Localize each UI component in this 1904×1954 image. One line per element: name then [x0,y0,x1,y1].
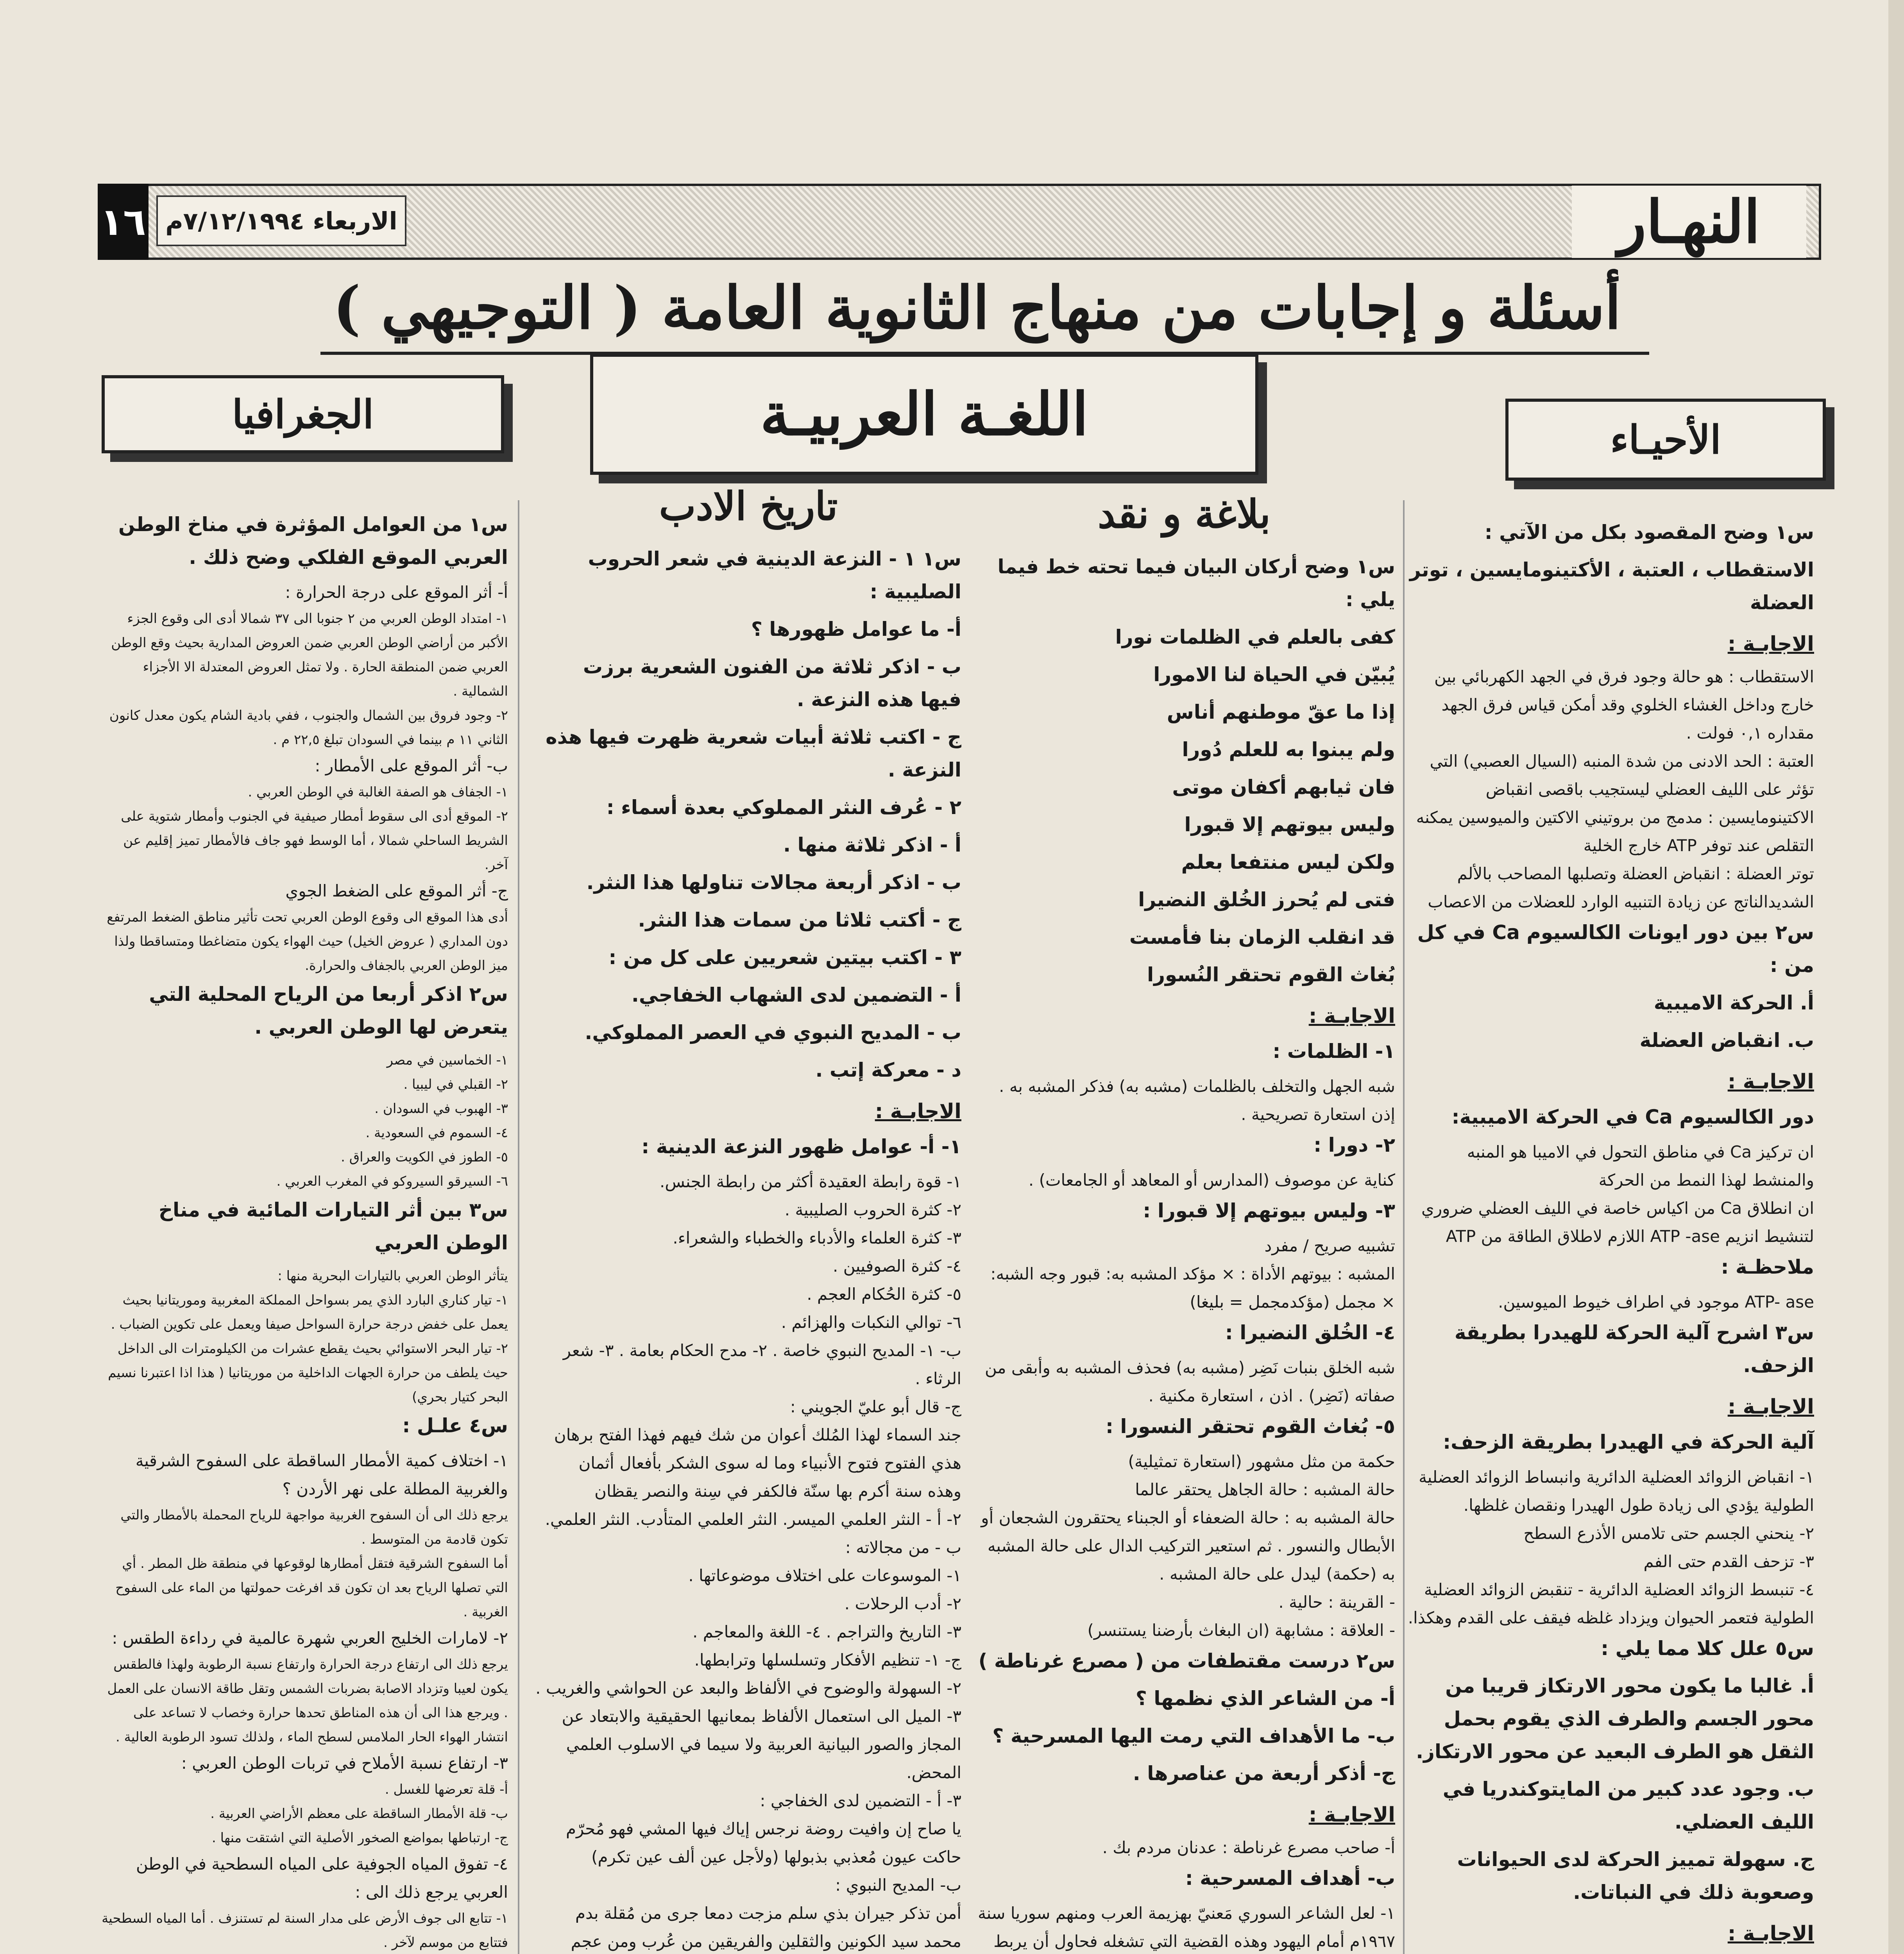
answer-detail: ٢- وجود فروق بين الشمال والجنوب ، ففي بادية الشام يكون معدل كانون الثاني ١١ م بينما في السودان تبلغ ٢٢,٥ م . [109,708,508,748]
question-text: ب- أهداف المسرحية : [1185,1867,1395,1890]
arabic-section-header: اللغـة العربيـة [590,354,1258,475]
balagha-column [973,488,1395,1954]
answer-text: ٣- ارتفاع نسبة الأملاح في تربات الوطن العربي : [181,1754,508,1773]
answer-detail: ٣- الهبوب في السودان . [374,1101,508,1117]
answer-text: ٥- كثرة الحُكام العجم . [807,1285,961,1304]
answer-text: ١- اختلاف كمية الأمطار الساقطة على السفوح الشرقية والغربية المطلة على نهر الأردن ؟ [135,1451,508,1498]
answer-detail: أ- قلة تعرضها للغسل . [385,1782,508,1797]
answer-text: حكمة من مثل مشهور (استعارة تمثيلية) [1128,1452,1395,1471]
answer-text: ٢- ينحني الجسم حتى تلامس الأذرع السطح [1523,1524,1814,1543]
question-text: س٢ درست مقتطفات من ( مصرع غرناطة ) [978,1650,1395,1672]
question-text: أ - اذكر ثلاثة منها . [783,834,961,856]
question-text: ملاحظـة : [1721,1256,1814,1278]
question-text: ب - اذكر ثلاثة من الفنون الشعرية برزت فيها هذه النزعة . [583,655,961,711]
question-text: س٤ علـل : [402,1414,508,1437]
page-number: ١٦ [98,184,149,260]
question-text: أ. الحركة الاميبية [1653,991,1814,1014]
column-divider [518,500,519,1954]
page-edge [1888,0,1904,1954]
question-text: ب- ما الأهداف التي رمت اليها المسرحية ؟ [992,1725,1395,1747]
answer-text: جند السماء لهذا المُلك أعوان من شك فيهم فهذا الفتح برهان [554,1425,961,1444]
adab-column [535,481,961,1954]
question-text: ب - اذكر أربعة مجالات تناولها هذا النثر. [586,871,961,894]
answer-text: كناية عن موصوف (المدارس أو المعاهد أو الجامعات) . [1028,1170,1395,1190]
answer-text: محمد سيد الكونين والثقلين والفريقين من عُرب ومن عجم [571,1932,961,1951]
answer-text: حالة المشبه به : حالة الضعفاء أو الجبناء يحتقرون الشجعان أو الأبطال والنسور . ثم استعير التركيب الدال على حالة المشبه به (حكمة) ليدل على حالة المشبه . [981,1508,1395,1584]
question-text: ٤- الخُلق النضيرا : [1225,1321,1395,1344]
answer-text: الاستقطاب : هو حالة وجود فرق في الجهد الكهربائي بين خارج وداخل الغشاء الخلوي وقد أمكن قياس فرق الجهد مقداره ٠,١ فولت . [1434,667,1814,743]
question-text: ب. وجود عدد كبير من المايتوكندريا في الليف العضلي. [1442,1778,1814,1833]
answer-text: شبه الخلق بنبات نَضِر (مشبه به) فحذف المشبه به وأبقى من صفاته (نَضِر) . اذن ، استعارة مكنية . [985,1358,1395,1405]
answer-text: هذي الفتوح فتوح الأنبياء وما له سوى الشكر بأفعال أثمان [578,1453,961,1473]
answer-text: يا صاح إن وافيت روضة نرجس إياك فيها المشي فهو مُحرّم [566,1819,961,1838]
answer-text: ٢- السهولة والوضوح في الألفاظ والبعد عن الحواشي والغريب . [535,1678,961,1698]
answer-text: ٤- تنبسط الزوائد العضلية الدائرية - تنقبض الزوائد العضلية الطولية فتعمر الحيوان ويزداد غلظه فيقف على القدم وهكذا. [1408,1580,1814,1627]
answer-text: ٣- أ - التضمين لدى الخفاجي : [760,1791,961,1810]
answer-detail: أدى هذا الموقع الى وقوع الوطن العربي تحت تأثير مناطق الضغط المرتفع دون المداري ( عروض الخيل) حيث الهواء يكون متضاغطا ومتساقطا ولذا ميز الوطن العربي بالجفاف والحرارة. [107,909,508,973]
question-text: ٢ - عُرف النثر المملوكي بعدة أسماء : [606,796,961,819]
question-text: س١ وضح أركان البيان فيما تحته خط فيما يلي : [997,555,1395,611]
answer-detail: ٤- السموم في السعودية . [365,1125,508,1141]
answer-text: ج- أثر الموقع على الضغط الجوي [285,881,508,900]
answer-detail: ١- الخماسين في مصر [387,1052,508,1068]
answer-heading: الاجابـة : [875,1100,961,1123]
answer-text: ١- الموسوعات على اختلاف موضوعاتها . [688,1566,961,1585]
question-text: ج. سهولة تمييز الحركة لدى الحيوانات وصعوبة ذلك في النباتات. [1457,1848,1814,1904]
answer-detail: ٢- تيار البحر الاستوائي بحيث يقطع عشرات من الكيلومترات الى الداخل حيث يلطف من حرارة الجهات الداخلية من موريتانيا ( هذا اذا اعتبرنا نسيم البحر كتيار بحري) [108,1341,508,1405]
adab-title: تاريخ الادب [659,483,838,529]
question-text: س١ وضح المقصود بكل من الآتي : [1484,521,1814,544]
answer-detail: ١- تيار كناري البارد الذي يمر بسواحل المملكة المغربية وموريتانيا بحيث يعمل على خفض درجة حرارة السواحل صيفا ويعمل على تكوين الضباب . [111,1292,508,1332]
answer-heading: الاجابـة : [1727,1395,1814,1419]
answer-text: ١- لعل الشاعر السوري مَعنيّ بهزيمة العرب ومنهم سوريا سنة ١٩٦٧م أمام اليهود وهذه القضية التي تشغله فحاول أن يربط [978,1904,1395,1951]
question-text: س١ من العوامل المؤثرة في مناخ الوطن العربي الموقع الفلكي وضح ذلك . [118,513,508,569]
answer-heading: الاجابـة : [1308,1803,1395,1827]
answer-text: ١- انقباض الزوائد العضلية الدائرية وانبساط الزوائد العضلية الطولية يؤدي الى زيادة طول الهيدرا ونقصان غلظها. [1419,1467,1814,1515]
answer-text: ٢- لامارات الخليج العربي شهرة عالمية في رداءة الطقس : [112,1628,508,1648]
question-text: ج - اكتب ثلاثة أبيات شعرية ظهرت فيها هذه النزعة . [546,726,961,781]
answer-text [1400,1952,1814,1954]
geography-section-header: الجغرافيا [102,375,504,453]
question-text: يُبيّن في الحياة لنا الامورا [1153,663,1395,686]
answer-detail: أما السفوح الشرقية فتقل أمطارها لوقوعها في منطقة ظل المطر . أي التي تصلها الرياح بعد ان تكون قد افرغت حمولتها من الماء على السفوح الغربية . [115,1556,508,1620]
answer-heading: الاجابـة : [1727,1922,1814,1945]
answer-text: ٢- أ - النثر العلمي الميسر. النثر العلمي المتأدب. النثر العلمي. [545,1510,961,1529]
answer-text: المشبه : بيوتهم الأداة : × مؤكد المشبه به: قبور وجه الشبه: × مجمل (مؤكدمجمل = بليغا) [990,1264,1395,1312]
answer-heading: الاجابـة : [1308,1004,1395,1028]
answer-text: وهذه سنة أكرم بها سنّة فالكفر في سِنة والنصر يقظان [594,1482,961,1501]
answer-detail: يتأثر الوطن العربي بالتيارات البحرية منها : [277,1268,508,1284]
answer-text: العتبة : الحد الادنى من شدة المنبه (السيال العصبي) التي تؤثر على الليف العضلي ليستجيب باقصى انقباض [1430,752,1814,799]
question-text: قد انقلب الزمان بنا فأمست [1129,926,1395,948]
answer-text: توتر العضلة : انقباض العضلة وتصلبها المصاحب بالألم الشديدالناتج عن زيادة التنبيه الوارد للعضلات من الاعصاب [1428,864,1814,911]
answer-text: أ- أثر الموقع على درجة الحرارة : [285,583,508,602]
answer-detail: ١- تتابع الى جوف الأرض على مدار السنة لم تستنزف . أما المياه السطحية فتتابع من موسم لآخر . [102,1911,508,1950]
question-text: س٢ اذكر أربعا من الرياح المحلية التي يتعرض لها الوطن العربي . [149,983,508,1038]
newspaper-logo: النهـار [1572,186,1806,258]
question-text: أ - التضمين لدى الشهاب الخفاجي. [631,984,961,1006]
question-text: آلية الحركة في الهيدرا بطريقة الزحف: [1443,1431,1814,1453]
question-text: فتى لم يُحرز الخُلق النضيرا [1138,888,1395,911]
biology-section-header: الأحيـاء [1505,399,1826,481]
question-text: ج- أذكر أربعة من عناصرها . [1133,1762,1395,1785]
question-text: ب - المديح النبوي في العصر المملوكي. [585,1021,961,1044]
answer-text: ١- قوة رابطة العقيدة أكثر من رابطة الجنس. [660,1172,961,1191]
answer-detail: ١- امتداد الوطن العربي من ٢ جنوبا الى ٣٧ شمالا أدى الى وقوع الجزء الأكبر من أراضي الوطن العربي ضمن العروض المدارية بحيث وقع الوطن العربي ضمن المنطقة الحارة . ولا تمثل العروض المعتدلة الا الأجزاء الشمالية . [111,611,508,699]
answer-text: ان تركيز Ca في مناطق التحول في الاميبا هو المنبه والمنشط لهذا النمط من الحركة [1467,1142,1814,1190]
question-text: س٣ اشرح آلية الحركة للهيدرا بطريقة الزحف. [1454,1321,1814,1377]
answer-detail: ٦- السيرقو السيروكو في المغرب العربي . [276,1174,508,1189]
answer-text: ب - من مجالاته : [845,1538,961,1557]
answer-text: ج- ١- تنظيم الأفكار وتسلسلها وترابطها. [694,1650,961,1669]
answer-detail: ب- قلة الأمطار الساقطة على معظم الأراضي العربية . [210,1806,508,1822]
answer-text: أمن تذكر جيران بذي سلم مزجت دمعا جرى من مُقلة بدم [575,1904,961,1923]
answer-text: - القرينة : حالية . [1278,1593,1395,1612]
answer-detail: ١- الجفاف هو الصفة الغالبة في الوطن العربي . [248,784,508,800]
answer-text: ج- قال أبو عليّ الجويني : [790,1397,961,1416]
answer-text: تشبيه صريح / مفرد [1264,1236,1395,1255]
answer-text: ٣- تزحف القدم حتى الفم [1643,1552,1814,1571]
question-text: وليس بيوتهم إلا قبورا [1184,813,1395,836]
balagha-title: بلاغة و نقد [1097,491,1271,537]
question-text: ج - أكتب ثلاثا من سمات هذا النثر. [638,909,961,931]
answer-text: حاكت عيون مُعذبي بذبولها (ولأجل عين ألف عين تكرم) [591,1847,961,1866]
question-text: ٢- دورا : [1313,1134,1395,1156]
answer-text: ان انطلاق Ca من اكياس خاصة في الليف العضلي ضروري لتنشيط انزيم ATP -ase اللازم لاطلاق الطاقة من ATP [1421,1199,1814,1246]
answer-detail: يرجع ذلك الى أن السفوح الغربية مواجهة للرياح المحملة بالأمطار والتي تكون قادمة من المتوسط . [120,1507,508,1547]
answer-text: ٤- كثرة الصوفيين . [833,1256,961,1276]
answer-text: شبه الجهل والتخلف بالظلمات (مشبه به) فذكر المشبه به . [999,1077,1395,1096]
answer-text: ب- أثر الموقع على الأمطار : [315,756,508,775]
question-text: ١- أ- عوامل ظهور النزعة الدينية : [641,1135,961,1158]
answer-text: ٢- كثرة الحروب الصليبية . [784,1200,961,1219]
answer-text: ٣- كثرة العلماء والأدباء والخطباء والشعراء. [673,1228,961,1247]
question-text: أ. غالبا ما يكون محور الارتكاز قريبا من محور الجسم والطرف الذي يقوم بحمل الثقل هو الطرف البعيد عن محور الارتكاز. [1416,1675,1814,1763]
answer-text: الاكتينومايسين : مدمج من بروتيني الاكتين والميوسين يمكنه التقلص عند توفر ATP خارج الخلية [1416,808,1814,855]
answer-text: ٢- أدب الرحلات . [844,1594,961,1613]
answer-detail: ٥- الطوز في الكويت والعراق . [341,1149,508,1165]
answer-detail: ٢- الموقع أدى الى سقوط أمطار صيفية في الجنوب وأمطار شتوية على الشريط الساحلي شمالا ، أما الوسط فهو جاف فالأمطار تميز إقليم عن آخر. [121,809,508,873]
answer-detail: يرجع ذلك الى ارتفاع درجة الحرارة وارتفاع نسبة الرطوبة ولهذا فالطقس يكون لعيبا وتزداد الاصابة بضربات الشمس وتقل طاقة الانسان على العمل . ويرجع هذا الى أن هذه المناطق تحدها حرارة وخصاب لا تساعد على انتشار الهواء الحار الملامس لسطح الماء ، ولذلك تسود الرطوبة العالية . [107,1657,508,1745]
answer-text: إذن استعارة تصريحية . [1241,1105,1395,1124]
answer-detail: ٢- القبلي في ليبيا . [403,1077,508,1092]
question-text: أ- من الشاعر الذي نظمها ؟ [1135,1687,1395,1710]
issue-date: الاربعاء ٧/١٢/١٩٩٤م [156,195,406,246]
question-text: ٣- وليس بيوتهم إلا قبورا : [1143,1199,1395,1222]
question-text: س٥ علل كلا مما يلي : [1601,1637,1814,1660]
question-text: فان ثيابهم أكفان موتى [1172,776,1395,798]
answer-text: ب- ١- المديح النبوي خاصة . ٢- مدح الحكام بعامة . ٣- شعر الرثاء . [563,1341,961,1388]
question-text: بُغاث القوم تحتقر النُسورا [1147,963,1395,986]
question-text: س١ ١ - النزعة الدينية في شعر الحروب الصليبية : [588,548,961,603]
answer-text: أ- صاحب مصرع غرناطة : عدنان مردم بك . [1102,1838,1395,1857]
question-text: ولم يبنوا به للعلم دُورا [1182,738,1395,761]
question-text: دور الكالسيوم Ca في الحركة الاميبية: [1451,1106,1814,1128]
page-headline: أسئلة و إجابات من منهاج الثانوية العامة ( التوجيهي ) [333,274,1621,342]
question-text: الاستقطاب ، العتبة ، الأكتينومايسين ، توتر العضلة [1409,558,1814,614]
biology-column [1400,516,1814,1954]
answer-text: ٦- توالي النكبات والهزائم . [781,1313,961,1332]
answer-text: ٣- التاريخ والتراجم . ٤- اللغة والمعاجم . [693,1622,961,1641]
question-text: ٣ - اكتب بيتين شعريين على كل من : [608,946,961,969]
answer-text: ب- المديح النبوي : [835,1875,961,1895]
question-text: س٢ بين دور ايونات الكالسيوم Ca في كل من : [1417,921,1814,977]
question-text: ب. انقباض العضلة [1639,1029,1814,1052]
answer-text: ٤- تفوق المياه الجوفية على المياه السطحية في الوطن العربي يرجع ذلك الى : [136,1854,508,1902]
question-text: س٣ بين أثر التيارات المائية في مناخ الوطن العربي [158,1199,508,1254]
answer-text: حالة المشبه : حالة الجاهل يحتقر عالما [1135,1480,1395,1499]
question-text: ١- الظلمات : [1272,1040,1395,1063]
question-text: كفى بالعلم في الظلمات نورا [1115,626,1395,648]
answer-heading: الاجابـة : [1727,1070,1814,1093]
question-text: إذا ما عقّ موطنهم أناس [1167,701,1395,723]
answer-detail: ج- ارتباطها بمواضع الصخور الأصلية التي اشتقت منها . [212,1830,508,1846]
answer-text: ATP- ase موجود في اطراف خيوط الميوسين. [1498,1292,1814,1312]
answer-heading: الاجابـة : [1727,632,1814,656]
answer-text: ٣- الميل الى استعمال الألفاظ بمعانيها الحقيقية والابتعاد عن المجاز والصور البيانية العربية ولا سيما في الاسلوب العلمي المحض. [562,1707,961,1782]
question-text: د - معركة إتب . [815,1059,961,1081]
question-text: ٥- بُغاث القوم تحتقر النسورا : [1105,1415,1395,1438]
question-text: ولكن ليس منتفعا بعلم [1181,851,1395,873]
question-text: أ- ما عوامل ظهورها ؟ [751,618,961,641]
answer-text: - العلاقة : مشابهة (ان البغاث بأرضنا يستنسر) [1087,1621,1395,1640]
geography-column [102,508,508,1954]
